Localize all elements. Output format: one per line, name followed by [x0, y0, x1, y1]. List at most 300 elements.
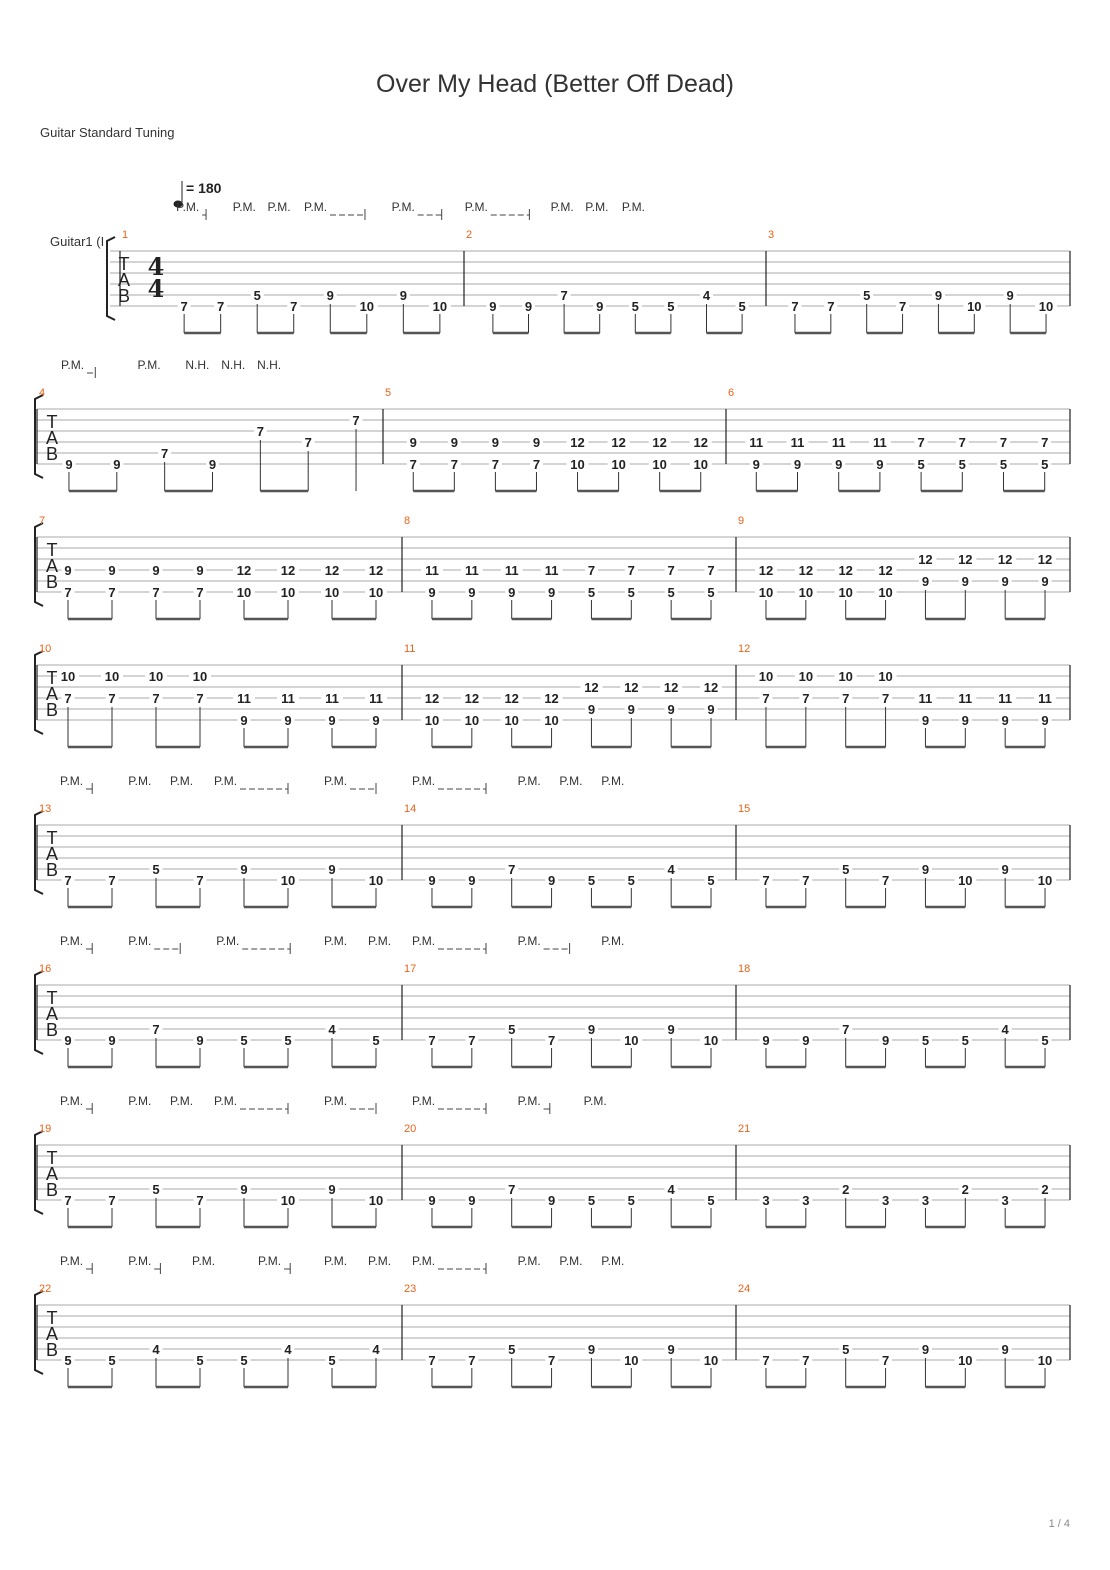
fret-number: 5: [921, 1033, 930, 1048]
fret-number: 7: [428, 1353, 436, 1368]
fret-number: 5: [587, 873, 596, 888]
fret-number: 10: [280, 873, 296, 888]
fret-number: 10: [60, 669, 76, 684]
tab-clef-letter: A: [45, 556, 59, 576]
fret-number: 5: [152, 862, 160, 877]
fret-number: 9: [587, 1342, 596, 1357]
fret-number: 9: [587, 1022, 596, 1037]
measure-number: 13: [39, 803, 52, 815]
fret-number: 10: [359, 299, 375, 314]
fret-number: 9: [547, 585, 556, 600]
fret-number: 10: [624, 1353, 639, 1368]
fret-number: 9: [508, 585, 516, 600]
palm-mute-mark: P.M.: [60, 1254, 84, 1268]
fret-number: 10: [432, 299, 448, 314]
fret-number: 4: [667, 862, 675, 877]
fret-number: 9: [881, 1033, 890, 1048]
fret-number: 9: [1001, 862, 1009, 877]
fret-number: 9: [793, 457, 802, 472]
fret-number: 9: [596, 299, 604, 314]
fret-number: 4: [328, 1022, 336, 1037]
fret-number: 9: [152, 563, 160, 578]
palm-mute-mark: P.M.: [601, 934, 625, 948]
fret-number: 10: [838, 585, 853, 600]
tab-clef-letter: T: [46, 412, 58, 432]
fret-number: 12: [324, 563, 340, 578]
fret-number: 4: [372, 1342, 380, 1357]
fret-number: 10: [192, 669, 208, 684]
fret-number: 10: [798, 585, 814, 600]
fret-number: 12: [918, 552, 933, 567]
fret-number: 5: [863, 288, 871, 303]
fret-number: 5: [627, 873, 635, 888]
fret-number: 7: [196, 873, 204, 888]
fret-number: 7: [762, 1353, 770, 1368]
fret-number: 7: [108, 1193, 116, 1208]
measure-number: 18: [738, 963, 751, 975]
fret-number: 7: [508, 862, 516, 877]
fret-number: 7: [560, 288, 568, 303]
fret-number: 7: [587, 563, 596, 578]
measure-number: 16: [39, 963, 52, 975]
system-brace: [35, 523, 43, 606]
fret-number: 3: [802, 1193, 810, 1208]
fret-number: 3: [881, 1193, 890, 1208]
palm-mute-mark: P.M.: [60, 1094, 84, 1108]
fret-number: 9: [208, 457, 217, 472]
fret-number: 5: [240, 1033, 248, 1048]
fret-number: 12: [652, 435, 667, 450]
system-brace: [35, 971, 43, 1054]
fret-number: 11: [873, 435, 887, 450]
measure-number: 14: [404, 803, 417, 815]
fret-number: 9: [326, 288, 334, 303]
fret-number: 9: [240, 1182, 248, 1197]
tab-clef-letter: A: [45, 1004, 59, 1024]
fret-number: 9: [450, 435, 458, 450]
fret-number: 5: [707, 1193, 715, 1208]
fret-number: 9: [532, 435, 541, 450]
measure-number: 2: [466, 229, 473, 241]
fret-number: 12: [464, 691, 480, 706]
fret-number: 5: [627, 1193, 635, 1208]
fret-number: 7: [468, 1353, 476, 1368]
fret-number: 10: [703, 1353, 719, 1368]
palm-mute-mark: P.M.: [192, 1254, 216, 1268]
fret-number: 9: [921, 1342, 930, 1357]
system-brace: [35, 811, 43, 894]
fret-number: 9: [428, 1193, 436, 1208]
fret-number: 7: [450, 457, 458, 472]
palm-mute-mark: P.M.: [60, 774, 84, 788]
fret-number: 4: [152, 1342, 160, 1357]
palm-mute-mark: P.M.: [601, 1254, 625, 1268]
tab-clef-letter: B: [45, 572, 59, 592]
fret-number: 9: [524, 299, 533, 314]
measure-number: 17: [404, 963, 417, 975]
palm-mute-mark: P.M.: [517, 1254, 541, 1268]
fret-number: 10: [758, 669, 774, 684]
fret-number: 10: [958, 1353, 973, 1368]
fret-number: 7: [304, 435, 312, 450]
fret-number: 12: [838, 563, 853, 578]
fret-number: 7: [196, 691, 204, 706]
fret-number: 12: [997, 552, 1013, 567]
fret-number: 11: [544, 563, 559, 578]
fret-number: 12: [570, 435, 585, 450]
fret-number: 7: [152, 585, 160, 600]
palm-mute-mark: P.M.: [517, 774, 541, 788]
fret-number: 7: [881, 691, 890, 706]
palm-mute-mark: P.M.: [128, 934, 152, 948]
fret-number: 9: [667, 702, 675, 717]
palm-mute-mark: P.M.: [464, 200, 488, 214]
tab-clef-letter: A: [45, 428, 59, 448]
fret-number: 11: [504, 563, 519, 578]
fret-number: 10: [424, 713, 440, 728]
fret-number: 7: [707, 563, 715, 578]
fret-number: 9: [240, 713, 248, 728]
fret-number: 9: [428, 873, 436, 888]
fret-number: 7: [958, 435, 966, 450]
fret-number: 12: [504, 691, 519, 706]
tab-clef-letter: B: [45, 1020, 59, 1040]
fret-number: 7: [108, 585, 116, 600]
fret-number: 9: [762, 1033, 770, 1048]
measure-number: 10: [39, 643, 52, 655]
fret-number: 10: [703, 1033, 719, 1048]
fret-number: 7: [108, 691, 116, 706]
fret-number: 7: [802, 691, 810, 706]
fret-number: 7: [802, 1353, 810, 1368]
system-brace: [35, 1291, 43, 1374]
fret-number: 9: [409, 435, 417, 450]
fret-number: 9: [328, 862, 336, 877]
fret-number: 7: [290, 299, 298, 314]
fret-number: 10: [693, 457, 708, 472]
fret-number: 12: [584, 680, 599, 695]
fret-number: 11: [918, 691, 933, 706]
system-brace: [107, 237, 115, 320]
palm-mute-mark: P.M.: [583, 1094, 607, 1108]
tab-clef-letter: A: [45, 1324, 59, 1344]
fret-number: 5: [961, 1033, 969, 1048]
tab-clef-letter: B: [45, 700, 59, 720]
palm-mute-mark: P.M.: [214, 1094, 238, 1108]
fret-number: 10: [464, 713, 480, 728]
fret-number: 7: [627, 563, 635, 578]
fret-number: 12: [703, 680, 719, 695]
measure-number: 21: [738, 1123, 751, 1135]
palm-mute-mark: P.M.: [176, 200, 200, 214]
fret-number: 5: [1041, 1033, 1049, 1048]
fret-number: 9: [752, 457, 760, 472]
fret-number: 5: [508, 1022, 516, 1037]
palm-mute-mark: P.M.: [601, 774, 625, 788]
fret-number: 12: [758, 563, 774, 578]
fret-number: 9: [64, 1033, 72, 1048]
fret-number: 9: [876, 457, 884, 472]
fret-number: 11: [281, 691, 295, 706]
fret-number: 9: [468, 585, 476, 600]
fret-number: 7: [152, 691, 160, 706]
fret-number: 4: [702, 288, 711, 303]
fret-number: 10: [611, 457, 626, 472]
fret-number: 10: [758, 585, 774, 600]
fret-number: 7: [827, 299, 835, 314]
fret-number: 9: [196, 1033, 204, 1048]
fret-number: 7: [64, 585, 72, 600]
system-brace: [35, 1131, 43, 1214]
fret-number: 9: [240, 862, 248, 877]
fret-number: 9: [921, 574, 930, 589]
measure-number: 15: [738, 803, 751, 815]
fret-number: 7: [881, 1353, 890, 1368]
fret-number: 10: [878, 669, 893, 684]
fret-number: 9: [667, 1022, 675, 1037]
fret-number: 9: [468, 1193, 476, 1208]
fret-number: 5: [64, 1353, 72, 1368]
fret-number: 7: [917, 435, 925, 450]
fret-number: 5: [240, 1353, 248, 1368]
fret-number: 7: [791, 299, 799, 314]
palm-mute-mark: P.M.: [368, 934, 392, 948]
palm-mute-mark: P.M.: [412, 934, 436, 948]
fret-number: 7: [352, 413, 360, 428]
fret-number: 5: [253, 288, 261, 303]
fret-number: 9: [489, 299, 497, 314]
fret-number: 11: [958, 691, 973, 706]
fret-number: 5: [667, 585, 675, 600]
fret-number: 7: [999, 435, 1008, 450]
fret-number: 11: [749, 435, 764, 450]
fret-number: 7: [547, 1353, 556, 1368]
fret-number: 5: [631, 299, 639, 314]
fret-number: 10: [838, 669, 853, 684]
time-signature-top: 4: [147, 252, 165, 281]
fret-number: 7: [64, 873, 72, 888]
system-brace: [35, 651, 43, 734]
fret-number: 9: [491, 435, 500, 450]
fret-number: 12: [236, 563, 252, 578]
tab-clef-letter: B: [45, 1180, 59, 1200]
fret-number: 4: [667, 1182, 675, 1197]
fret-number: 2: [961, 1182, 969, 1197]
fret-number: 10: [104, 669, 120, 684]
measure-number: 20: [404, 1123, 417, 1135]
palm-mute-mark: P.M.: [412, 774, 436, 788]
fret-number: 5: [707, 873, 715, 888]
palm-mute-mark: P.M.: [324, 1254, 348, 1268]
fret-number: 5: [627, 585, 635, 600]
fret-number: 9: [108, 1033, 116, 1048]
fret-number: 5: [152, 1182, 160, 1197]
fret-number: 9: [707, 702, 715, 717]
fret-number: 10: [958, 873, 973, 888]
fret-number: 9: [1006, 288, 1014, 303]
fret-number: 7: [762, 691, 770, 706]
fret-number: 7: [152, 1022, 160, 1037]
palm-mute-mark: P.M.: [128, 1254, 152, 1268]
fret-number: 7: [161, 446, 169, 461]
palm-mute-mark: P.M.: [585, 200, 609, 214]
fret-number: 7: [667, 563, 675, 578]
fret-number: 12: [878, 563, 893, 578]
fret-number: 10: [368, 1193, 384, 1208]
fret-number: 9: [372, 713, 380, 728]
fret-number: 10: [544, 713, 559, 728]
fret-number: 5: [1041, 457, 1049, 472]
instrument-name: Guitar1 (I: [50, 234, 105, 249]
fret-number: 9: [196, 563, 204, 578]
fret-number: 10: [1037, 1353, 1053, 1368]
tab-clef-letter: T: [46, 1148, 58, 1168]
fret-number: 9: [64, 563, 72, 578]
fret-number: 12: [693, 435, 708, 450]
measure-number: 11: [404, 643, 416, 655]
fret-number: 10: [570, 457, 585, 472]
fret-number: 9: [921, 862, 930, 877]
palm-mute-mark: P.M.: [559, 774, 583, 788]
fret-number: 5: [707, 585, 715, 600]
fret-number: 7: [409, 457, 417, 472]
fret-number: 9: [284, 713, 292, 728]
fret-number: 10: [652, 457, 667, 472]
measure-number: 4: [39, 387, 46, 399]
tab-clef-letter: B: [45, 1340, 59, 1360]
fret-number: 11: [1038, 691, 1052, 706]
fret-number: 12: [958, 552, 973, 567]
natural-harmonic-mark: N.H.: [221, 358, 246, 372]
fret-number: 7: [64, 691, 72, 706]
fret-number: 9: [1001, 574, 1009, 589]
fret-number: 9: [961, 574, 969, 589]
tab-clef-letter: T: [46, 540, 58, 560]
fret-number: 3: [762, 1193, 770, 1208]
fret-number: 10: [798, 669, 814, 684]
fret-number: 7: [196, 585, 204, 600]
palm-mute-mark: P.M.: [517, 1094, 541, 1108]
measure-number: 23: [404, 1283, 417, 1295]
fret-number: 9: [587, 702, 596, 717]
fret-number: 5: [917, 457, 925, 472]
fret-number: 12: [544, 691, 559, 706]
fret-number: 7: [532, 457, 541, 472]
tab-clef-letter: T: [118, 254, 130, 274]
fret-number: 7: [842, 1022, 850, 1037]
fret-number: 11: [831, 435, 846, 450]
fret-number: 5: [842, 1342, 850, 1357]
palm-mute-mark: P.M.: [517, 934, 541, 948]
tab-clef-letter: T: [46, 668, 58, 688]
fret-number: 7: [428, 1033, 436, 1048]
fret-number: 7: [842, 691, 850, 706]
fret-number: 4: [1001, 1022, 1009, 1037]
fret-number: 7: [64, 1193, 72, 1208]
fret-number: 5: [108, 1353, 116, 1368]
fret-number: 7: [468, 1033, 476, 1048]
fret-number: 11: [325, 691, 339, 706]
tuning-label: Guitar Standard Tuning: [40, 125, 175, 140]
fret-number: 5: [587, 585, 596, 600]
fret-number: 2: [842, 1182, 850, 1197]
fret-number: 9: [399, 288, 407, 303]
palm-mute-mark: P.M.: [60, 934, 84, 948]
fret-number: 10: [324, 585, 340, 600]
palm-mute-mark: P.M.: [550, 200, 574, 214]
page-title: Over My Head (Better Off Dead): [376, 70, 734, 98]
fret-number: 9: [627, 702, 635, 717]
fret-number: 9: [113, 457, 121, 472]
palm-mute-mark: P.M.: [324, 1094, 348, 1108]
fret-number: 11: [464, 563, 479, 578]
fret-number: 11: [790, 435, 805, 450]
palm-mute-mark: P.M.: [137, 358, 161, 372]
fret-number: 9: [1001, 1342, 1009, 1357]
palm-mute-mark: P.M.: [258, 1254, 282, 1268]
fret-number: 9: [934, 288, 943, 303]
fret-number: 5: [196, 1353, 204, 1368]
fret-number: 12: [368, 563, 384, 578]
fret-number: 10: [1037, 873, 1053, 888]
palm-mute-mark: P.M.: [412, 1094, 436, 1108]
fret-number: 9: [468, 873, 476, 888]
measure-number: 6: [728, 387, 735, 399]
fret-number: 5: [738, 299, 746, 314]
measure-number: 24: [738, 1283, 751, 1295]
palm-mute-mark: P.M.: [232, 200, 256, 214]
palm-mute-mark: P.M.: [267, 200, 291, 214]
fret-number: 10: [236, 585, 252, 600]
fret-number: 7: [508, 1182, 516, 1197]
tab-clef-letter: A: [45, 844, 59, 864]
natural-harmonic-mark: N.H.: [185, 358, 210, 372]
fret-number: 5: [842, 862, 850, 877]
measure-number: 8: [404, 515, 411, 527]
palm-mute-mark: P.M.: [60, 358, 85, 372]
fret-number: 9: [108, 563, 116, 578]
fret-number: 11: [237, 691, 251, 706]
fret-number: 12: [663, 680, 679, 695]
palm-mute-mark: P.M.: [214, 774, 238, 788]
palm-mute-mark: P.M.: [412, 1254, 436, 1268]
fret-number: 7: [196, 1193, 204, 1208]
fret-number: 10: [878, 585, 893, 600]
measure-number: 19: [39, 1123, 52, 1135]
palm-mute-mark: P.M.: [324, 934, 348, 948]
fret-number: 9: [802, 1033, 810, 1048]
time-signature-bottom: 4: [147, 274, 165, 303]
fret-number: 9: [835, 457, 843, 472]
fret-number: 12: [624, 680, 639, 695]
fret-number: 7: [547, 1033, 556, 1048]
fret-number: 10: [148, 669, 164, 684]
fret-number: 11: [425, 563, 439, 578]
fret-number: 5: [667, 299, 675, 314]
tempo-marking: = 180: [186, 180, 222, 196]
fret-number: 5: [372, 1033, 380, 1048]
natural-harmonic-mark: N.H.: [257, 358, 282, 372]
fret-number: 5: [284, 1033, 292, 1048]
fret-number: 7: [802, 873, 810, 888]
fret-number: 10: [967, 299, 982, 314]
palm-mute-mark: P.M.: [324, 774, 348, 788]
measure-number: 9: [738, 515, 745, 527]
fret-number: 7: [256, 424, 264, 439]
fret-number: 10: [624, 1033, 639, 1048]
fret-number: 12: [1037, 552, 1053, 567]
palm-mute-mark: P.M.: [368, 1254, 392, 1268]
